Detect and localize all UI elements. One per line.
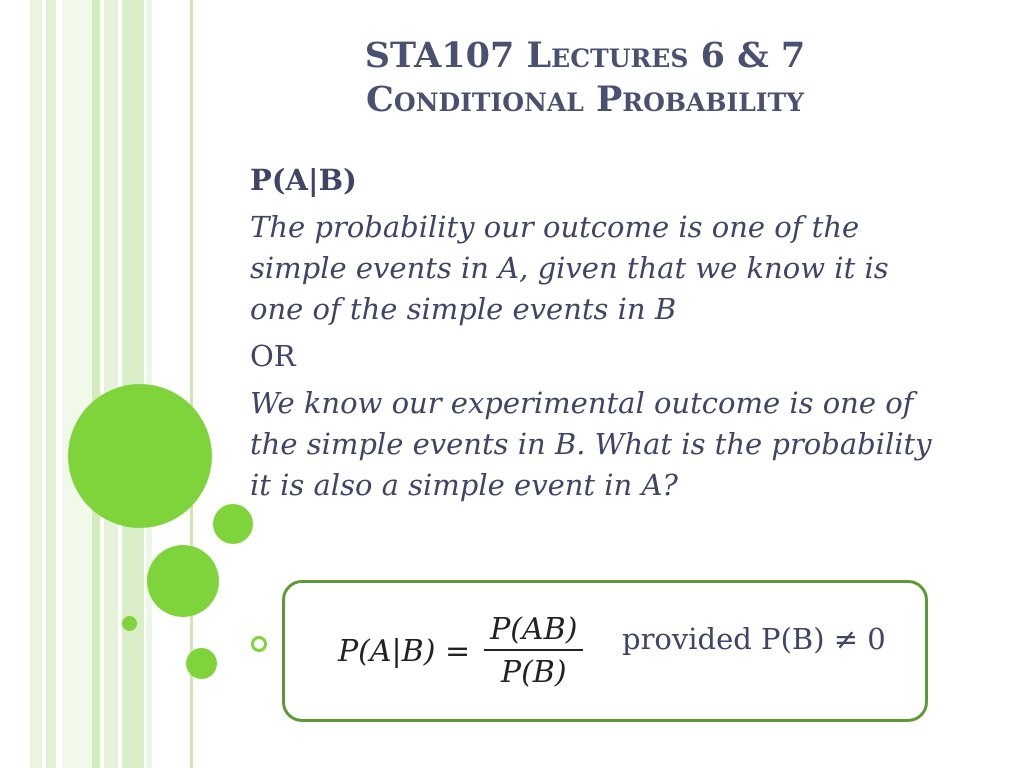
decor-circle-dot xyxy=(122,616,137,631)
title-line-2: Conditional Probability xyxy=(366,79,804,120)
decor-circle-small-1 xyxy=(213,504,253,544)
formula-condition: provided P(B) ≠ 0 xyxy=(622,622,886,656)
slide-title xyxy=(200,34,970,122)
decor-circle-medium xyxy=(147,545,219,617)
stripe-3 xyxy=(62,0,92,768)
bullet-ring-icon xyxy=(251,636,267,652)
stripe-4 xyxy=(92,0,100,768)
formula-denominator: P(B) xyxy=(500,655,567,690)
definition-paragraph-2: We know our experimental outcome is one of the simple events in B. What is the probability it is also a simple event in A? xyxy=(250,386,932,502)
or-separator: OR xyxy=(250,339,296,373)
formula-numerator: P(AB) xyxy=(484,612,583,651)
conditional-notation-heading: P(A|B) xyxy=(250,163,357,197)
title-line-1: STA107 Lectures 6 & 7 xyxy=(364,35,806,76)
stripe-5 xyxy=(104,0,118,768)
decor-circle-large xyxy=(68,384,212,528)
formula-fraction xyxy=(484,612,583,690)
stripe-1 xyxy=(30,0,42,768)
definition-paragraph-1: The probability our outcome is one of the simple events in A, given that we know it is one of the simple events in B xyxy=(250,210,889,326)
formula-lhs: P(A|B) = xyxy=(338,633,471,669)
slide-body xyxy=(250,160,950,512)
stripe-2 xyxy=(46,0,56,768)
decor-circle-small-2 xyxy=(186,648,217,679)
conditional-probability-formula xyxy=(338,612,583,690)
